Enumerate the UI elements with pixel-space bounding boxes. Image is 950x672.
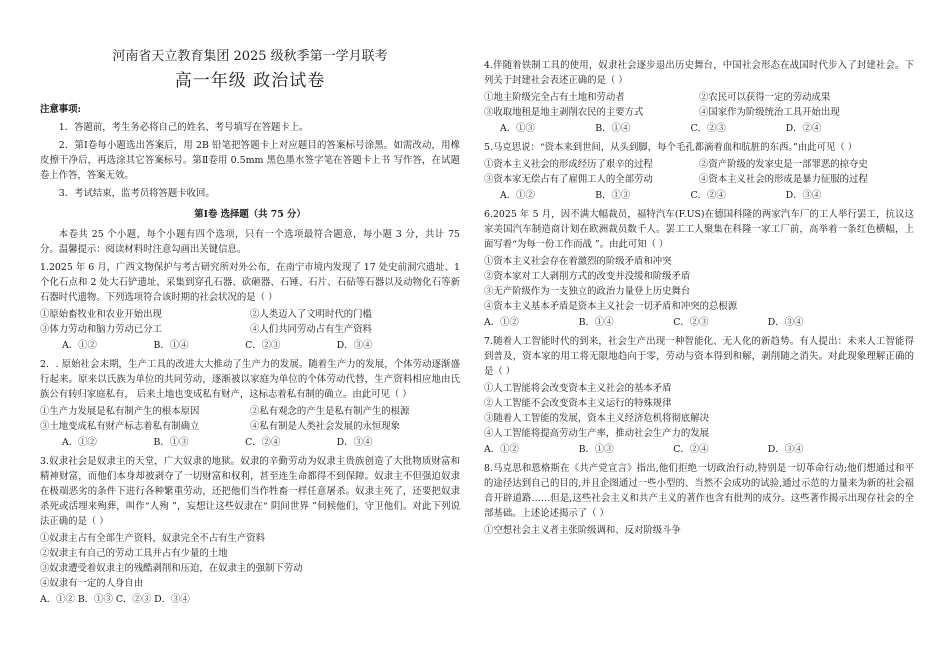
option: ③奴隶遭受着奴隶主的残酷剥削和压迫，在奴隶主的强制下劳动 [40, 563, 303, 574]
answer-choice: C．②③ [673, 317, 709, 328]
option: ④奴隶有一定的人身自由 [40, 578, 144, 589]
answer-choice: B．①④ [153, 340, 189, 351]
option: ④资本主义基本矛盾是资本主义社会一切矛盾和冲突的总根源 [484, 301, 738, 312]
answer-choice: D．③④ [785, 190, 822, 201]
answer-choice: B．①③ [578, 444, 614, 455]
option: ①资本主义社会存在着激烈的阶级矛盾和冲突 [484, 256, 672, 267]
option: ②农民可以获得一定的劳动成果 [699, 92, 831, 103]
option-list [484, 90, 914, 120]
option-list [484, 157, 914, 187]
question-3 [40, 454, 460, 607]
question-4 [484, 58, 914, 136]
answer-choice: B．①④ [578, 317, 614, 328]
option: ③收取地租是地主剥削农民的主要方式 [484, 107, 644, 118]
answer-choices [484, 442, 914, 457]
question-stem: 6.2025 年 5 月，因不满大幅裁员，福特汽车(F.US)在德国科隆的两家汽车厂的工人举行罢工，抗议这家美国汽车制造商计划在欧洲裁员数千人。罢工工人聚集在科隆一家工厂前，高举着一条红色横幅，上面写着“为每一份工作而战 ”。由此可知（ ） [484, 209, 914, 250]
question-5 [484, 140, 914, 203]
question-8 [484, 461, 914, 538]
answer-choice: C．②④ [245, 437, 281, 448]
answer-choice: D．③④ [336, 340, 373, 351]
option: ①原始畜牧业和农业开始出现 [40, 309, 162, 320]
section-title: 第Ⅰ卷 选择题（共 75 分） [194, 209, 306, 220]
option: ②资本家对工人剥削方式的改变并没缓和阶级矛盾 [484, 271, 691, 282]
left-column [40, 48, 460, 611]
exam-subtitle: 高一年级 政治试卷 [174, 71, 326, 91]
option: ④人们共同劳动占有生产资料 [250, 324, 372, 335]
notice-item: 2．第Ⅰ卷每小题选出答案后，用 2B 铅笔把答题卡上对应题目的答案标号涂黑。如需改动，用橡皮擦干净后，再选涂其它答案标号。第Ⅱ卷用 0.5mm 黑色墨水签字笔在答题卡上书 写作答，在试题卷上作答，答案无效。 [40, 140, 460, 181]
answer-choice: C．②④ [673, 444, 709, 455]
answer-choice: A．①② [484, 317, 519, 328]
answer-choices [484, 315, 914, 330]
option: ③随着人工智能的发展，资本主义经济危机将彻底解决 [484, 413, 710, 424]
answer-choices [40, 338, 460, 353]
answer-choice: C．②④ [690, 190, 726, 201]
question-stem: 5.马克思说：“资本来到世间，从头到脚，每个毛孔都滴着血和肮脏的东西。”由此可见（ ） [484, 142, 858, 153]
question-stem: 8.马克思和恩格斯在《共产党宣言》指出,他们拒绝一切政治行动,特别是一切革命行动;他们想通过和平的途径达到自己的目的,并且企图通过一些小型的、当然不会成功的试验,通过示范的力量来为新的社会福音开辟道路……但是,这些社会主义和共产主义的著作也含有批判的成分。这些著作揭示出现存社会的全部基础。上述论述揭示了（ ） [484, 463, 914, 519]
option: ①奴隶主占有全部生产资料，奴隶完全不占有生产资料 [40, 533, 266, 544]
section-intro: 本卷共 25 个小题，每个小题有四个选项，只有一个选项最符合题意，每小题 3 分，共计 75 分。温馨提示：阅读材料时注意勾画出关键信息。 [40, 229, 460, 255]
option: ②私有观念的产生是私有制产生的根源 [250, 406, 410, 417]
question-stem: 7.随着人工智能时代的到来，社会生产出现一种智能化、无人化的新趋势。有人提出：未来人工智能得到普及，资本家的用工将无限地趋向于零，劳动与资本得到和解，剥削随之消失。对此现象理解正确的是（ ） [484, 336, 914, 377]
question-stem: 4.伴随着铁制工具的使用，奴隶社会逐步退出历史舞台，中国社会形态在战国时代步入了封建社会。下列关于封建社会表述正确的是（ ） [484, 60, 914, 86]
question-2 [40, 357, 460, 450]
notice-item: 1．答题前，考生务必将自己的姓名、考号填写在答题卡上。 [58, 122, 309, 133]
answer-choice: B．①③ [153, 437, 189, 448]
option: ②人类迈入了文明时代的门槛 [250, 309, 372, 320]
answer-choices [484, 121, 914, 136]
option: ③体力劳动和脑力劳动已分工 [40, 324, 162, 335]
option: ①资本主义社会的形成经历了艰辛的过程 [484, 159, 653, 170]
question-stem: 2．. 原始社会末期，生产工具的改进大大推动了生产力的发展。随着生产力的发展，个体劳动逐渐盛行起来。原来以氏族为单位的共同劳动，逐渐被以家庭为单位的个体劳动代替，生产资料相应地由氏族公有转归家庭私有， 后来土地也变成私有财产，这标志着私有制的确立。由此可见（ ） [40, 359, 460, 400]
answer-choice: B．①④ [595, 123, 631, 134]
option: ①地主阶级完全占有土地和劳动者 [484, 92, 625, 103]
answer-choice: D．②④ [785, 123, 822, 134]
answer-choice: A．①② [500, 190, 535, 201]
option-list [40, 307, 460, 337]
option: ④资本主义社会的形成是暴力征服的过程 [699, 174, 868, 185]
option-list [40, 404, 460, 434]
notice-item: 3．考试结束，监考员将答题卡收回。 [58, 188, 215, 199]
question-1 [40, 260, 460, 353]
option: ①生产力发展是私有制产生的根本原因 [40, 406, 200, 417]
option: ④国家作为阶级统治工具开始出现 [699, 107, 840, 118]
answer-choice: D．③④ [767, 317, 804, 328]
option: ①人工智能将会改变资本主义社会的基本矛盾 [484, 383, 672, 394]
option: ③资本家无偿占有了雇佣工人的全部劳动 [484, 174, 653, 185]
option: ②人工智能不会改变资本主义运行的特殊规律 [484, 398, 672, 409]
answer-choice: D．③④ [767, 444, 804, 455]
answer-choice: D．③④ [336, 437, 373, 448]
option: ④人工智能将提高劳动生产率，推动社会生产力的发展 [484, 428, 710, 439]
question-stem: 1.2025 年 6 月，广西文物保护与考古研究所对外公布，在南宁市境内发现了 17 处史前洞穴遗址、1 个化石点和 2 处大石铲遗址，采集到穿孔石器、砍砸器、石锤、石片、石砧等石器以及动物化石等新石器时代遗物。下列选项符合该时期的社会状况的是（ ） [40, 262, 460, 303]
option: ③无产阶级作为一支独立的政治力量登上历史舞台 [484, 286, 691, 297]
answer-choice: A．①③ [500, 123, 535, 134]
notice-heading: 注意事项: [40, 104, 81, 115]
answer-choices [484, 188, 914, 203]
question-stem: 3.奴隶社会是奴隶主的天堂，广大奴隶的地狱。奴隶的辛勤劳动为奴隶主贵族创造了大批物质财富和精神财富，而他们本身却被剥夺了一切财富和权利，甚至连生命都得不到保障。奴隶主不但强迫奴隶在极端恶劣的条件下进行各种繁重劳动，还把他们当作牲畜一样任意屠杀。奴隶主死了，还要把奴隶杀死或活埋来殉葬，叫作“人殉 ”，妄想让这些奴隶在“ 阴间世界 ”伺候他们，守卫他们。对此下列说法正确的是（ ） [40, 456, 460, 527]
answer-choice: A．①② [62, 437, 97, 448]
right-column [484, 58, 914, 542]
exam-title: 河南省天立教育集团 2025 级秋季第一学月联考 [112, 49, 388, 64]
question-7 [484, 334, 914, 457]
answer-choice: B．①③ [595, 190, 631, 201]
answer-choice: C．②③ [690, 123, 726, 134]
option: ②资产阶级的发家史是一部罪恶的掠夺史 [699, 159, 868, 170]
answer-choices: A．①② B．①③ C．②③ D．③④ [40, 594, 190, 605]
answer-choices [40, 435, 460, 450]
option: ④私有制是人类社会发展的永恒现象 [250, 421, 401, 432]
answer-choice: C．②③ [245, 340, 281, 351]
question-6 [484, 207, 914, 330]
option: ①空想社会主义者主张阶级调和、反对阶级斗争 [484, 525, 681, 536]
answer-choice: A．①② [484, 444, 519, 455]
option: ②奴隶主有自己的劳动工具并占有少量的土地 [40, 548, 228, 559]
answer-choice: A．①② [62, 340, 97, 351]
option: ③土地变成私有财产标志着私有制确立 [40, 421, 200, 432]
